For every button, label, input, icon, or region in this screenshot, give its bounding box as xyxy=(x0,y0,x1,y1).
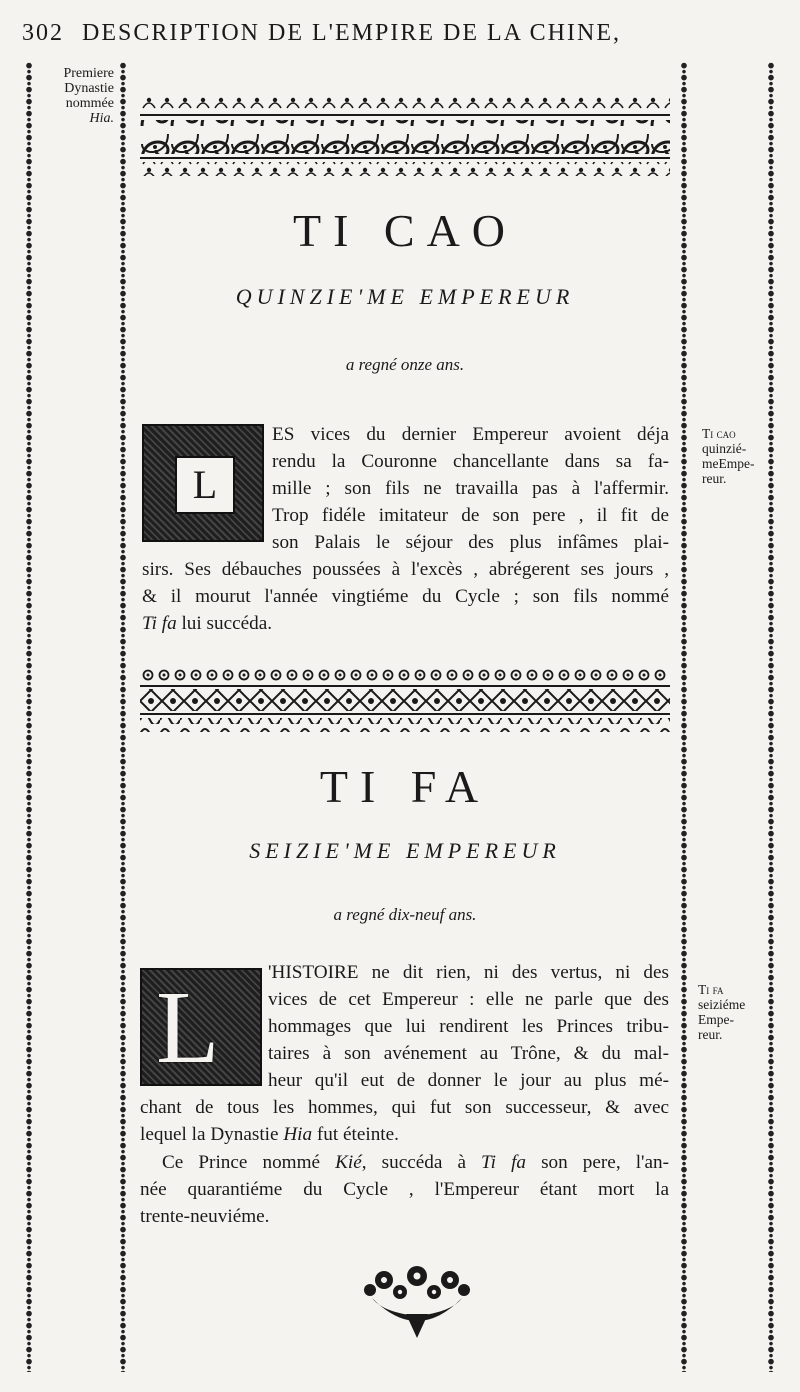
dropcap-letter: L xyxy=(175,456,235,514)
right-outer-ornament-border xyxy=(764,62,778,1372)
ornate-dropcap xyxy=(140,968,262,1086)
running-head xyxy=(22,20,742,47)
text-line xyxy=(140,1124,669,1146)
text-line: son Palais le séjour des plus infâmes plai- xyxy=(272,532,669,553)
right-inner-ornament-border xyxy=(677,62,691,1372)
text-line: & il mourut l'année vingtiéme du Cycle ; son fils nommé xyxy=(142,586,669,607)
text-line: ES vices du dernier Empereur avoient déja xyxy=(272,424,669,445)
text-span: son pere, l'an- xyxy=(526,1152,669,1173)
dropcap-letter: L xyxy=(156,970,220,1085)
text-line: Trop fidéle imitateur de son pere , il fit de xyxy=(272,505,669,526)
section-title: TI FA xyxy=(319,761,491,812)
reign-duration: a regné dix-neuf ans. xyxy=(333,905,477,924)
margin-note-line: meEmpe- xyxy=(702,456,755,471)
text-span: , succéda à xyxy=(361,1152,482,1173)
top-ornament-band xyxy=(140,96,670,176)
left-inner-ornament-border xyxy=(116,62,130,1372)
text-line: sirs. Ses débauches poussées à l'excès , abrégerent ses jours , xyxy=(142,559,669,580)
section-subtitle: SEIZIE'ME EMPEREUR xyxy=(249,838,561,863)
margin-note-line: quinzié- xyxy=(702,441,747,456)
text-span: fut éteinte. xyxy=(312,1124,399,1145)
page-number: 302 xyxy=(22,20,64,46)
text-line: heur qu'il eut de donner le jour au plus mé- xyxy=(268,1070,669,1091)
margin-note-line: reur. xyxy=(698,1027,723,1042)
section-title: TI CAO xyxy=(292,205,518,256)
margin-note-ti-cao xyxy=(702,426,772,486)
name-ti-fa: Ti fa xyxy=(142,613,177,634)
text-line: née quarantiéme du Cycle , l'Empereur étant mort la xyxy=(140,1179,669,1200)
text-span: Ce Prince nommé xyxy=(162,1152,336,1173)
text-line: trente-neuviéme. xyxy=(140,1206,270,1227)
margin-note-line: Hia. xyxy=(89,111,114,126)
flower-ornament xyxy=(362,1264,472,1340)
text-line: taires à son avénement au Trône, & du mal- xyxy=(268,1043,669,1064)
text-span: lequel la Dynastie xyxy=(140,1124,284,1145)
text-line: 'HISTOIRE ne dit rien, ni des vertus, ni des xyxy=(268,962,669,983)
left-outer-ornament-border xyxy=(22,62,36,1372)
section-subtitle: QUINZIE'ME EMPEREUR xyxy=(235,284,575,309)
margin-note-line: Premiere xyxy=(63,66,114,81)
margin-note-line: nommée xyxy=(65,96,114,111)
margin-note-line: Ti cao xyxy=(702,426,736,441)
text-line xyxy=(162,1152,669,1174)
text-line: vices de cet Empereur : elle ne parle que des xyxy=(268,989,669,1010)
text-line: mille ; son fils ne travailla pas à l'affermir. xyxy=(272,478,669,499)
name-hia: Hia xyxy=(283,1124,313,1145)
margin-note-line: seiziéme xyxy=(698,997,746,1012)
margin-note-line: Empe- xyxy=(698,1012,734,1027)
name-ti-fa: Ti fa xyxy=(481,1152,526,1173)
margin-note-ti-fa xyxy=(698,982,768,1042)
text-line: chant de tous les hommes, qui fut son successeur, & avec xyxy=(140,1097,669,1118)
ornate-dropcap xyxy=(142,424,264,542)
reign-duration: a regné onze ans. xyxy=(345,355,465,374)
margin-note-line: Dynastie xyxy=(64,81,114,96)
text-line xyxy=(142,613,669,635)
name-kie: Kié xyxy=(335,1152,362,1173)
text-span: lui succéda. xyxy=(176,613,273,634)
middle-ornament-band xyxy=(140,668,670,736)
running-title: DESCRIPTION DE L'EMPIRE DE LA CHINE, xyxy=(82,20,621,46)
text-line: rendu la Couronne chancellante dans sa fa- xyxy=(272,451,669,472)
text-line: hommages que lui rendirent les Princes tribu- xyxy=(268,1016,669,1037)
margin-note-line: Ti fa xyxy=(698,982,724,997)
margin-note-dynasty xyxy=(34,66,114,126)
margin-note-line: reur. xyxy=(702,471,727,486)
